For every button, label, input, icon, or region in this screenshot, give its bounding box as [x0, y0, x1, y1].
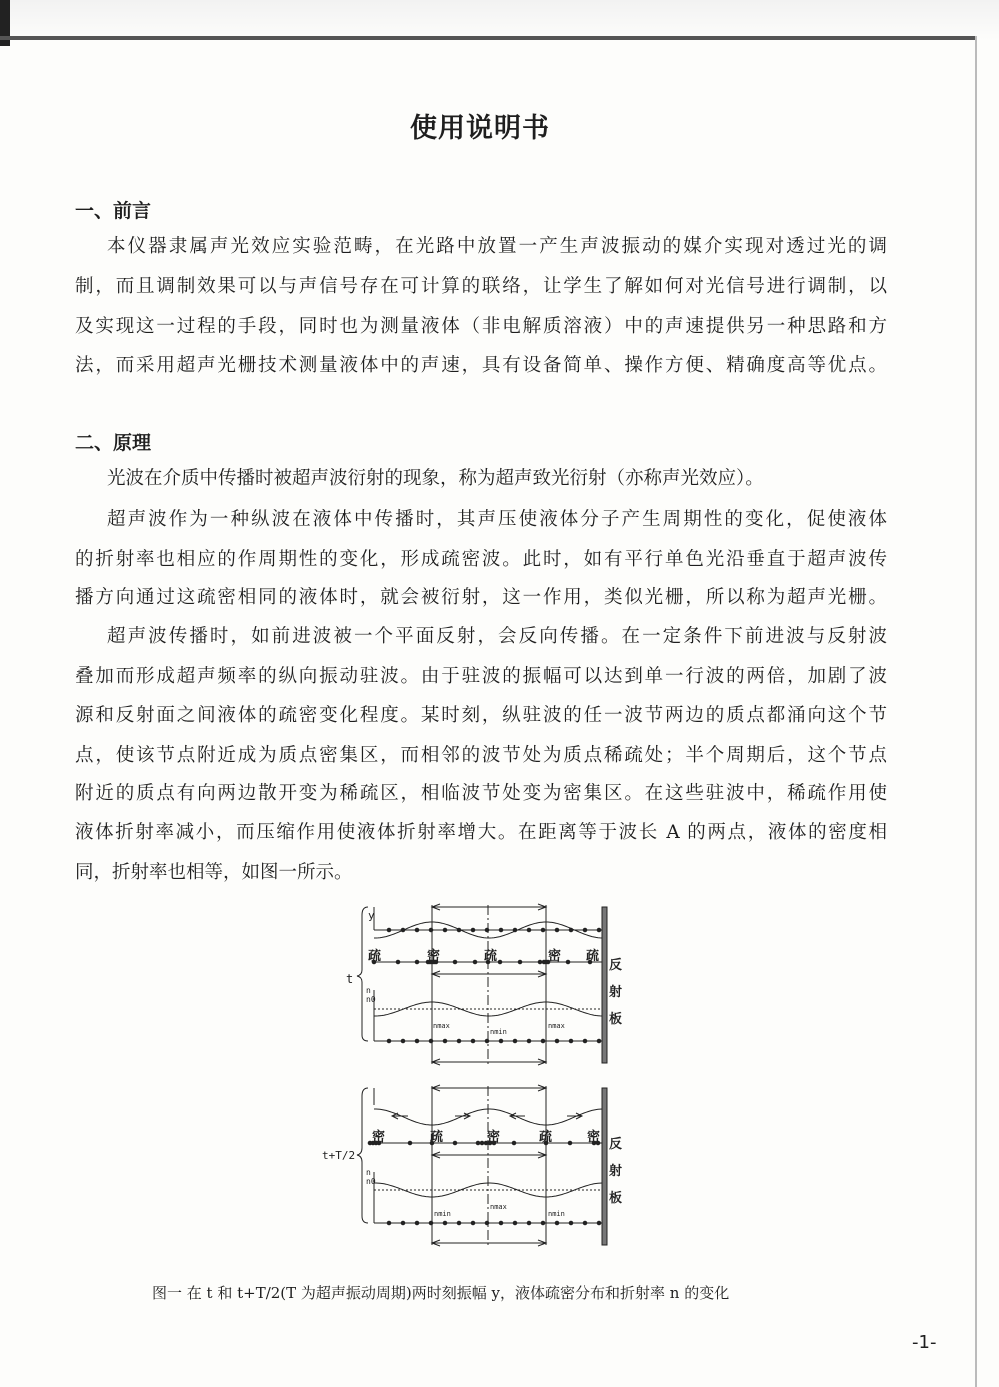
particle — [541, 1039, 545, 1043]
particle — [415, 1039, 419, 1043]
particle — [538, 960, 542, 964]
particle — [480, 1141, 484, 1145]
particle — [518, 960, 522, 964]
particle — [499, 1039, 503, 1043]
reflector-label: 射 — [609, 1164, 623, 1179]
n-axis-label: n — [366, 986, 371, 995]
particle — [527, 1039, 531, 1043]
particle — [485, 1039, 489, 1043]
page-number: -1- — [912, 1332, 937, 1353]
text-line: 的折射率也相应的作周期性的变化，形成疏密波。此时，如有平行单色光沿垂直于超声波传 — [75, 549, 887, 570]
particle — [473, 960, 477, 964]
reflector-label: 板 — [609, 1191, 623, 1206]
text-line: 同，折射率也相等，如图一所示。 — [75, 862, 353, 883]
density-label: 疏 — [484, 949, 498, 964]
particle — [583, 1039, 587, 1043]
particle — [569, 1039, 573, 1043]
particle — [597, 1221, 601, 1225]
text-line: 光波在介质中传播时被超声波衍射的现象，称为超声致光衍射（亦称声光效应）。 — [107, 468, 764, 489]
particle — [566, 960, 570, 964]
n-mark: nmin — [548, 1210, 565, 1218]
particle — [512, 1141, 516, 1145]
particle — [471, 928, 475, 932]
particle — [471, 1221, 475, 1225]
particle — [555, 1221, 559, 1225]
text-line: 播方向通过这疏密相同的液体时，就会被衍射，这一作用，类似光栅，所以称为超声光栅。 — [75, 587, 887, 608]
reflector-label: 反 — [609, 958, 623, 973]
reflector-label: 反 — [609, 1137, 623, 1152]
text-line: 叠加而形成超声频率的纵向振动驻波。由于驻波的振幅可以达到单一行波的两倍，加剧了波 — [75, 666, 887, 687]
particle — [513, 1039, 517, 1043]
particle — [457, 1221, 461, 1225]
section-heading-preface: 一、前言 — [75, 200, 152, 222]
n-mark: nmax — [548, 1022, 565, 1030]
particle — [408, 1141, 412, 1145]
particle — [453, 960, 457, 964]
reflector-label: 射 — [609, 985, 623, 1000]
particle — [415, 928, 419, 932]
particle — [443, 928, 447, 932]
particle — [527, 1221, 531, 1225]
particle — [485, 928, 489, 932]
brace — [357, 1088, 368, 1223]
time-label-t-half-period: t+T/2 — [322, 1149, 356, 1162]
density-label: 密 — [427, 949, 441, 964]
text-line: 法，而采用超声光栅技术测量液体中的声速，具有设备简单、操作方便、精确度高等优点。 — [75, 355, 887, 376]
n-mark: nmax — [433, 1022, 450, 1030]
density-label: 疏 — [368, 949, 382, 964]
particle — [499, 1221, 503, 1225]
particle — [499, 928, 503, 932]
particle — [415, 1221, 419, 1225]
particle — [471, 1039, 475, 1043]
text-line: 附近的质点有向两边散开变为稀疏区，相临波节处变为密集区。在这些驻波中，稀疏作用使 — [75, 783, 887, 804]
section-heading-principle: 二、原理 — [75, 432, 152, 454]
particle — [527, 928, 531, 932]
particle — [387, 928, 391, 932]
page-title: 使用说明书 — [410, 113, 550, 144]
particle — [415, 960, 419, 964]
text-line: 制，而且调制效果可以与声信号存在可计算的联络，让学生了解如何对光信号进行调制，以 — [75, 276, 887, 297]
particle — [485, 1221, 489, 1225]
text-line: 液体折射率减小，而压缩作用使液体折射率增大。在距离等于波长 A 的两点，液体的密度相 — [75, 822, 887, 843]
particle — [569, 1221, 573, 1225]
density-label: 密 — [548, 949, 562, 964]
n-mark: nmin — [434, 1210, 451, 1218]
particle — [457, 928, 461, 932]
particle — [401, 1039, 405, 1043]
particle — [555, 928, 559, 932]
particle — [541, 1221, 545, 1225]
text-line: 超声波作为一种纵波在液体中传播时，其声压使液体分子产生周期性的变化，促使液体 — [107, 509, 887, 530]
reflector-plate — [602, 907, 607, 1063]
n0-label: n0 — [366, 1177, 376, 1186]
reflector-label: 板 — [609, 1012, 623, 1027]
particle — [583, 928, 587, 932]
density-label: 密 — [372, 1130, 386, 1145]
n-mark: nmax — [490, 1203, 507, 1211]
particle — [387, 1221, 391, 1225]
particle — [443, 1039, 447, 1043]
particle — [597, 928, 601, 932]
particle — [476, 1141, 480, 1145]
particle — [555, 1039, 559, 1043]
n-mark: nmin — [490, 1028, 507, 1036]
density-label: 疏 — [586, 949, 600, 964]
density-label: 密 — [587, 1130, 601, 1145]
particle — [401, 1221, 405, 1225]
brace — [357, 907, 368, 1041]
particle — [429, 1221, 433, 1225]
particle — [541, 928, 545, 932]
particle — [429, 1039, 433, 1043]
text-line: 源和反射面之间液体的疏密变化程度。某时刻，纵驻波的任一波节两边的质点都涌向这个节 — [75, 705, 887, 726]
text-line: 点，使该节点附近成为质点密集区，而相邻的波节处为质点稀疏处；半个周期后，这个节点 — [75, 745, 887, 766]
particle — [597, 1039, 601, 1043]
n0-label: n0 — [366, 995, 376, 1004]
reflector-plate — [602, 1088, 607, 1245]
text-line: 本仪器隶属声光效应实验范畴，在光路中放置一产生声波振动的媒介实现对透过光的调 — [107, 236, 887, 257]
particle — [569, 928, 573, 932]
y-axis-label: y — [368, 909, 375, 922]
density-label: 密 — [487, 1130, 501, 1145]
time-label-t: t — [346, 972, 354, 986]
n-axis-label: n — [366, 1168, 371, 1177]
particle — [401, 928, 405, 932]
particle — [513, 928, 517, 932]
figure-caption: 图一 在 t 和 t+T/2(T 为超声振动周期)两时刻振幅 y，液体疏密分布和折射率 n 的变化 — [152, 1284, 730, 1302]
particle — [443, 1221, 447, 1225]
particle — [387, 1039, 391, 1043]
particle — [568, 1141, 572, 1145]
density-label: 疏 — [539, 1130, 553, 1145]
particle — [453, 1141, 457, 1145]
particle — [457, 1039, 461, 1043]
text-line: 及实现这一过程的手段，同时也为测量液体（非电解质溶液）中的声速提供另一种思路和方 — [75, 316, 887, 337]
particle — [583, 1221, 587, 1225]
particle — [429, 928, 433, 932]
particle — [396, 960, 400, 964]
text-line: 超声波传播时，如前进波被一个平面反射，会反向传播。在一定条件下前进波与反射波 — [107, 626, 887, 647]
particle — [498, 960, 502, 964]
density-label: 疏 — [430, 1130, 444, 1145]
particle — [513, 1221, 517, 1225]
